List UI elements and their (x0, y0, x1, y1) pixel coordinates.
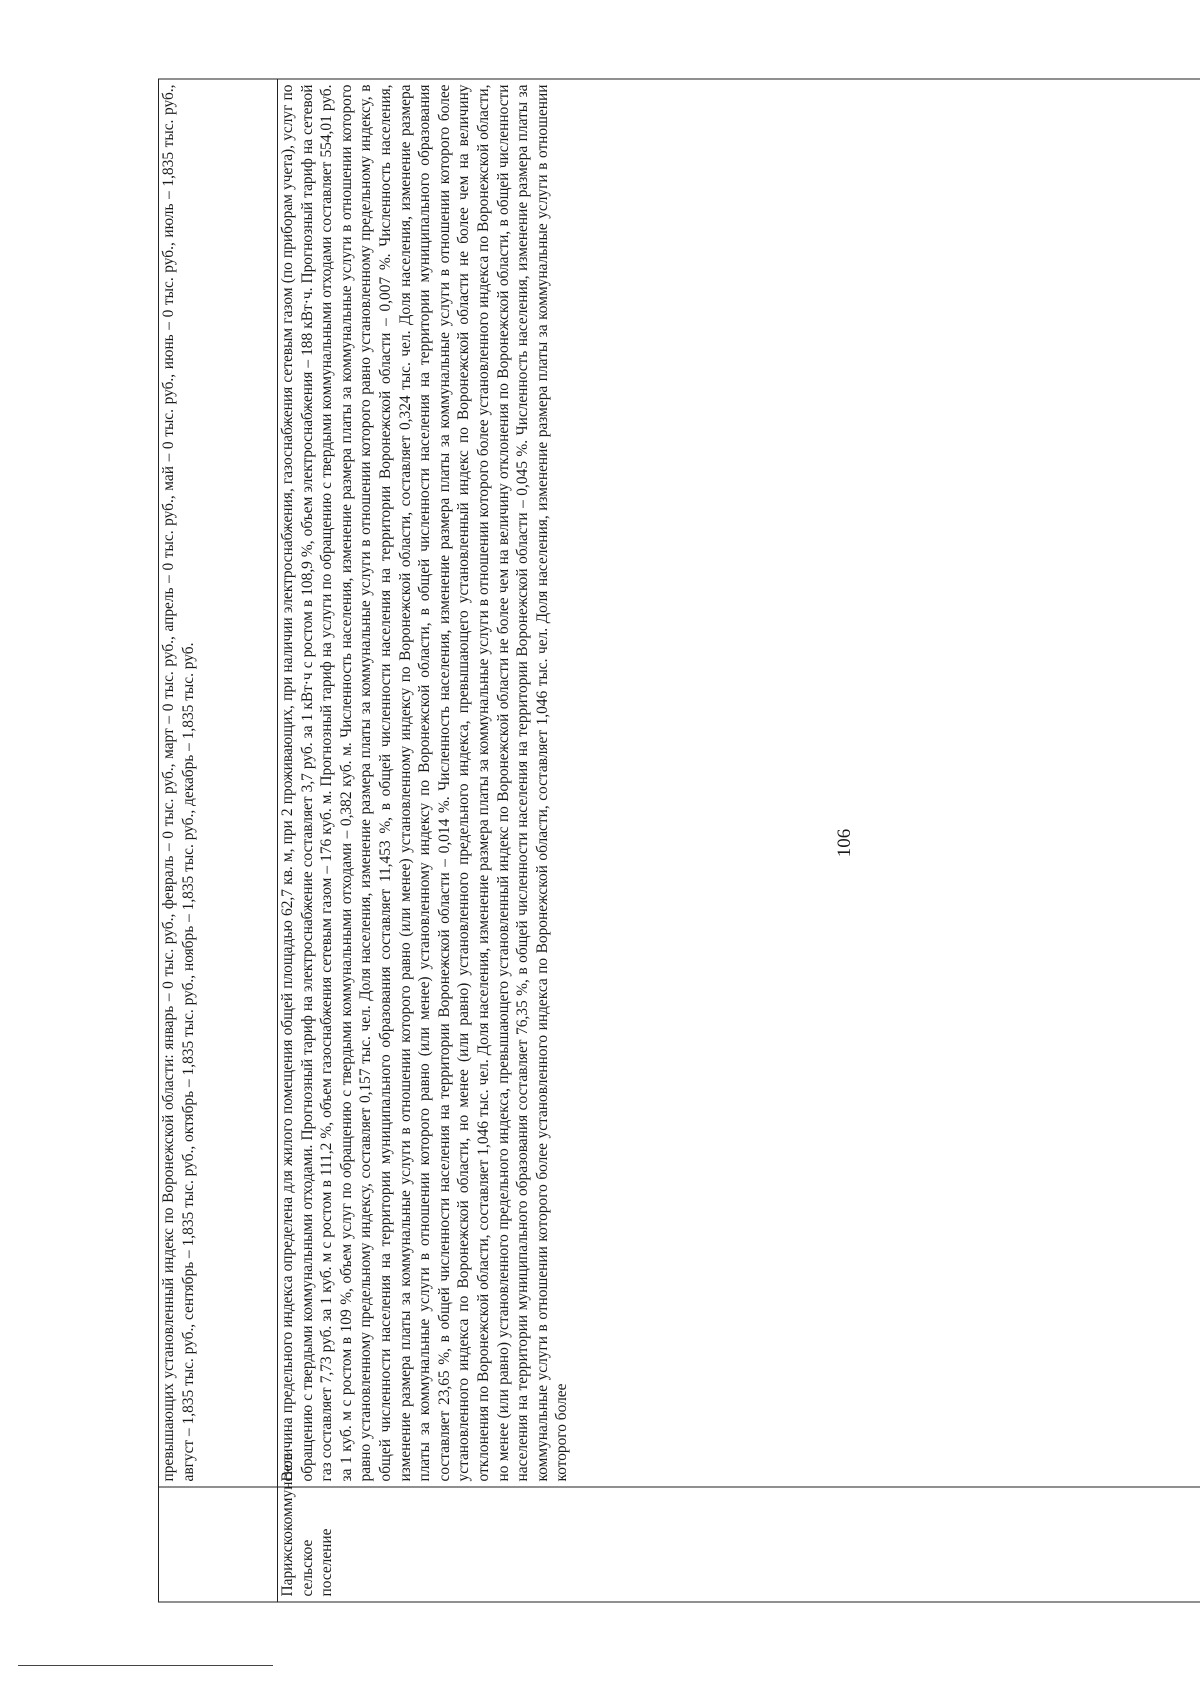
settlement-name-cell: Парижскокоммунское сельское поселение (278, 1487, 1200, 1602)
description-cell: Величина предельного индекса определена для жилого помещения общей площадью 62,7 кв. м, при 2 проживающих, при наличии электроснабжения, газоснабжения сетевым газом (по приборам учета), услуг по обращению с твердыми коммунальными отходами. Прогнозный тариф на электроснабжение составляет 3,7 руб. за 1 кВт·ч с ростом в 108,9 %, объем электроснабжения – 188 кВт·ч. Прогнозный тариф на сетевой газ составляет 7,73 руб. за 1 куб. м с ростом в 111,2 %, объем газоснабжения сетевым газом – 176 куб. м. Прогнозный тариф на услуги по обращению с твердыми коммунальными отходами составляет 554,01 руб. за 1 куб. м с ростом в 109 %, объем услуг по обращению с твердыми коммунальными отходами – 0,382 куб. м. Численность населения, изменение размера платы за коммунальные услуги в отношении которого равно установленному предельному индексу, составляет 0,157 тыс. чел. Доля населения, изменение размера платы за коммунальные услуги в отношении которого равно установленному предельному индексу, в общей численности населения на территории муниципального образования составляет 11,453 %, в общей численности населения на территории Воронежской области – 0,007 %. Численность населения, изменение размера платы за коммунальные услуги в отношении которого равно (или менее) установленному индексу по Воронежской области, составляет 0,324 тыс. чел. Доля населения, изменение размера платы за коммунальные услуги в отношении которого равно (или менее) установленному индексу по Воронежской области, в общей численности населения на территории муниципального образования составляет 23,65 %, в общей численности населения на территории Воронежской области – 0,014 %. Численность населения, изменение размера платы за коммунальные услуги в отношении которого более установленного индекса по Воронежской области, но менее (или равно) установленного предельного индекса, превышающего установленный индекс по Воронежской области не более чем на величину отклонения по Воронежской области, составляет 1,046 тыс. чел. Доля населения, изменение размера платы за коммунальные услуги в отношении которого более установленного индекса по Воронежской области, но менее (или равно) установленного предельного индекса, превышающего установленный индекс по Воронежской области не более чем на величину отклонения по Воронежской области, в общей численности населения на территории муниципального образования составляет 76,35 %, в общей численности населения на территории Воронежской области – 0,045 %. Численность населения, изменение размера платы за коммунальные услуги в отношении которого более установленного индекса по Воронежской области, составляет 1,046 тыс. чел. Доля населения, изменение размера платы за коммунальные услуги в отношении которого более (278, 79, 1200, 1487)
page-number: 106 (834, 828, 855, 858)
index-table (158, 79, 1200, 1603)
rotated-table-container (158, 80, 1200, 1603)
settlement-name-cell (159, 1487, 278, 1602)
footer-rule (18, 1665, 273, 1666)
table-row (278, 79, 1200, 1602)
table-row (159, 79, 278, 1602)
description-cell: превышающих установленный индекс по Воронежской области: январь – 0 тыс. руб., февраль – 0 тыс. руб., март – 0 тыс. руб., апрель – 0 тыс. руб., май – 0 тыс. руб., июнь – 0 тыс. руб., июль – 1,835 тыс. руб., август – 1,835 тыс. руб., сентябрь – 1,835 тыс. руб., октябрь – 1,835 тыс. руб., ноябрь – 1,835 тыс. руб., декабрь – 1,835 тыс. руб. (159, 79, 278, 1487)
